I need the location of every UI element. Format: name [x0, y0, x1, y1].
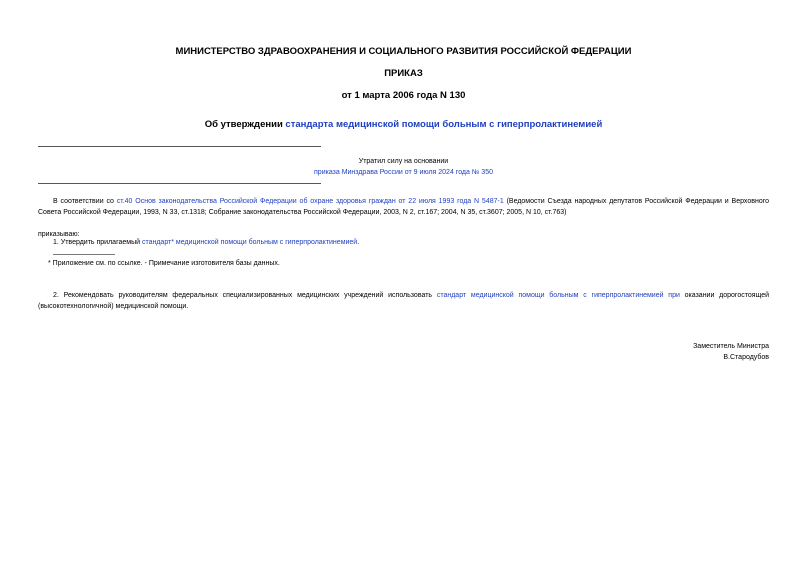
- divider-bottom: [38, 183, 321, 184]
- status-text: Утратил силу на основании: [358, 158, 449, 165]
- item2-end: оказании дорогостоящей (высокотехнологичной) медицинской помощи.: [38, 292, 770, 310]
- footnote: * Приложение см. по ссылке. - Примечание изготовителя базы данных.: [48, 260, 280, 267]
- item1-text: 1. Утвердить прилагаемый: [53, 239, 142, 246]
- order-item-1: [53, 237, 359, 248]
- order-word: приказываю:: [38, 231, 80, 238]
- divider-top: [38, 146, 321, 147]
- preamble-sources: (Ведомости Съезда народных депутатов Российской Федерации и Верховного Совета Российской Федерации, 1993, N 33, ст.1318; Собрание законодательства Российской Федерации, 2003, N 2, ст.167; 2004, N 35, ст.3607; 2005, N 10, ст.763): [38, 198, 769, 216]
- signature-block: [693, 341, 769, 363]
- standard-link[interactable]: стандарт* медицинской помощи больным с гиперпролактинемией: [141, 239, 358, 246]
- item2-text: 2. Рекомендовать руководителям федеральных специализированных медицинских учреждений использовать: [53, 292, 437, 299]
- status-repeal-link[interactable]: приказа Минздрава России от 9 июля 2024 года № 350: [314, 169, 493, 176]
- preamble-text: В соответствии со: [53, 198, 117, 205]
- preamble-paragraph: [38, 196, 769, 218]
- footnote-divider: [53, 254, 115, 255]
- document-title: [0, 119, 807, 130]
- order-item-2: [38, 290, 769, 312]
- standard-link-2[interactable]: стандарт медицинской помощи больным с гиперпролактинемией при: [436, 292, 680, 299]
- signature-name: В.Стародубов: [723, 354, 769, 361]
- document-type: ПРИКАЗ: [384, 68, 423, 79]
- item1-end: .: [357, 239, 360, 246]
- ministry-heading: МИНИСТЕРСТВО ЗДРАВООХРАНЕНИЯ И СОЦИАЛЬНОГО РАЗВИТИЯ РОССИЙСКОЙ ФЕДЕРАЦИИ: [175, 46, 632, 57]
- signature-position: Заместитель Министра: [693, 343, 769, 350]
- law-reference-link[interactable]: ст.40 Основ законодательства Российской Федерации об охране здоровья граждан от 22 июля 1993 года N 5487-1: [116, 198, 504, 205]
- title-prefix: Об утверждении: [204, 119, 286, 130]
- document-date-number: от 1 марта 2006 года N 130: [341, 90, 466, 101]
- title-link[interactable]: стандарта медицинской помощи больным с гиперпролактинемией: [285, 119, 603, 130]
